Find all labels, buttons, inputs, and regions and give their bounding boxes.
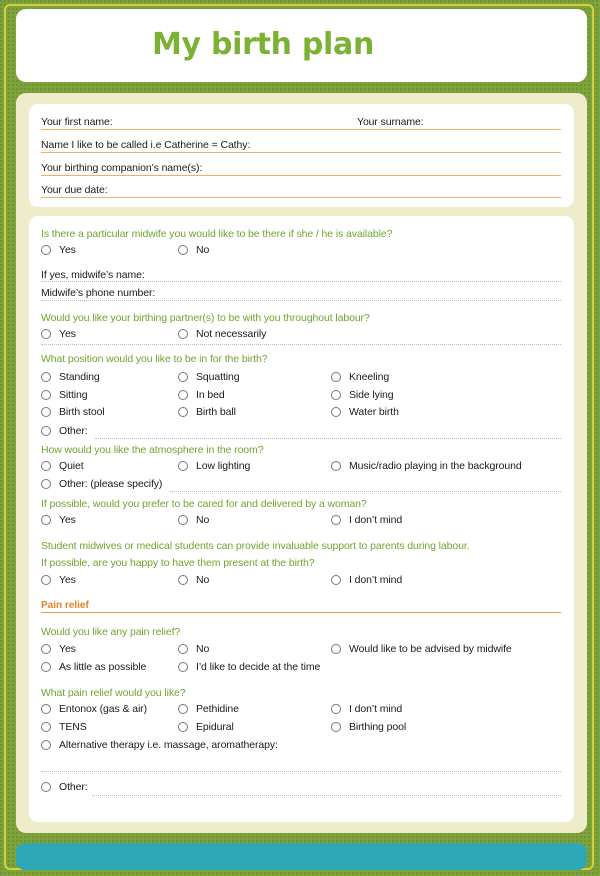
first-name-label: Your first name: (41, 116, 113, 128)
divider (41, 344, 561, 345)
radio-button[interactable] (41, 782, 51, 792)
pain-birthing-pool-option[interactable]: Birthing pool (331, 721, 406, 733)
atmosphere-low-lighting-option[interactable]: Low lighting (178, 460, 250, 472)
position-kneeling-option[interactable]: Kneeling (331, 371, 389, 383)
woman-no-option[interactable]: No (178, 514, 209, 526)
pain-question-2: What pain relief would you like? (41, 687, 186, 699)
radio-button[interactable] (331, 722, 341, 732)
atmosphere-other-field[interactable] (170, 491, 561, 492)
partner-yes-option[interactable]: Yes (41, 328, 76, 340)
radio-button[interactable] (41, 426, 51, 436)
pain-alternative-option[interactable]: Alternative therapy i.e. massage, aromatherapy: (41, 739, 278, 751)
woman-yes-option[interactable]: Yes (41, 514, 76, 526)
pain-no-option[interactable]: No (178, 643, 209, 655)
atmosphere-music-option[interactable]: Music/radio playing in the background (331, 460, 522, 472)
called-field[interactable] (41, 152, 561, 153)
position-question: What position would you like to be in for the birth? (41, 353, 268, 365)
radio-button[interactable] (331, 390, 341, 400)
position-side-lying-option[interactable]: Side lying (331, 389, 394, 401)
radio-button[interactable] (178, 704, 188, 714)
radio-button[interactable] (178, 515, 188, 525)
partner-question: Would you like your birthing partner(s) to be with you throughout labour? (41, 312, 370, 324)
pain-other-field[interactable] (92, 795, 561, 796)
radio-button[interactable] (41, 372, 51, 382)
radio-button[interactable] (178, 245, 188, 255)
radio-button[interactable] (178, 575, 188, 585)
radio-button[interactable] (331, 407, 341, 417)
radio-button[interactable] (41, 390, 51, 400)
radio-button[interactable] (178, 644, 188, 654)
radio-button[interactable] (331, 515, 341, 525)
pain-dont-mind-option[interactable]: I don’t mind (331, 703, 402, 715)
midwife-yes-option[interactable]: Yes (41, 244, 76, 256)
midwife-no-option[interactable]: No (178, 244, 209, 256)
due-date-label: Your due date: (41, 184, 108, 196)
midwife-phone-label: Midwife’s phone number: (41, 287, 156, 299)
woman-dont-mind-option[interactable]: I don’t mind (331, 514, 402, 526)
pain-other-option[interactable]: Other: (41, 781, 88, 793)
pain-decide-option[interactable]: I’d like to decide at the time (178, 661, 320, 673)
midwife-question: Is there a particular midwife you would like to be there if she / he is available? (41, 228, 393, 240)
position-standing-option[interactable]: Standing (41, 371, 100, 383)
position-other-field[interactable] (95, 438, 561, 439)
position-birth-ball-option[interactable]: Birth ball (178, 406, 236, 418)
radio-button[interactable] (41, 704, 51, 714)
radio-button[interactable] (331, 644, 341, 654)
page-title: My birth plan (152, 27, 375, 62)
radio-button[interactable] (331, 461, 341, 471)
pain-little-option[interactable]: As little as possible (41, 661, 146, 673)
radio-button[interactable] (178, 461, 188, 471)
atmosphere-quiet-option[interactable]: Quiet (41, 460, 84, 472)
pain-entonox-option[interactable]: Entonox (gas & air) (41, 703, 147, 715)
position-sitting-option[interactable]: Sitting (41, 389, 87, 401)
radio-button[interactable] (41, 515, 51, 525)
radio-button[interactable] (41, 461, 51, 471)
position-birth-stool-option[interactable]: Birth stool (41, 406, 105, 418)
surname-label: Your surname: (357, 116, 424, 128)
called-label: Name I like to be called i.e Catherine = Cathy: (41, 139, 251, 151)
radio-button[interactable] (41, 407, 51, 417)
radio-button[interactable] (331, 704, 341, 714)
alternative-therapy-field[interactable] (41, 771, 561, 772)
radio-button[interactable] (41, 662, 51, 672)
radio-button[interactable] (41, 245, 51, 255)
pain-relief-heading: Pain relief (41, 600, 89, 611)
atmosphere-question: How would you like the atmosphere in the room? (41, 444, 264, 456)
radio-button[interactable] (41, 575, 51, 585)
radio-button[interactable] (178, 722, 188, 732)
companion-label: Your birthing companion’s name(s): (41, 162, 203, 174)
partner-not-necessarily-option[interactable]: Not necessarily (178, 328, 266, 340)
radio-button[interactable] (178, 329, 188, 339)
midwife-name-label: If yes, midwife’s name: (41, 269, 145, 281)
footer-bar (16, 843, 587, 870)
radio-button[interactable] (41, 722, 51, 732)
position-other-option[interactable]: Other: (41, 425, 88, 437)
radio-button[interactable] (41, 740, 51, 750)
first-name-field[interactable] (41, 129, 561, 130)
preferences-card (29, 216, 574, 822)
pain-pethidine-option[interactable]: Pethidine (178, 703, 239, 715)
pain-question-1: Would you like any pain relief? (41, 626, 181, 638)
radio-button[interactable] (331, 372, 341, 382)
students-intro: Student midwives or medical students can provide invaluable support to parents during labour. (41, 540, 470, 552)
midwife-phone-field[interactable] (41, 300, 561, 301)
radio-button[interactable] (178, 390, 188, 400)
companion-field[interactable] (41, 175, 561, 176)
position-squatting-option[interactable]: Squatting (178, 371, 239, 383)
pain-tens-option[interactable]: TENS (41, 721, 87, 733)
radio-button[interactable] (178, 407, 188, 417)
students-question: If possible, are you happy to have them present at the birth? (41, 557, 315, 569)
due-date-field[interactable] (41, 197, 561, 198)
radio-button[interactable] (41, 644, 51, 654)
students-yes-option[interactable]: Yes (41, 574, 76, 586)
atmosphere-other-option[interactable]: Other: (please specify) (41, 478, 162, 490)
position-water-birth-option[interactable]: Water birth (331, 406, 399, 418)
pain-advised-option[interactable]: Would like to be advised by midwife (331, 643, 512, 655)
radio-button[interactable] (178, 662, 188, 672)
position-in-bed-option[interactable]: In bed (178, 389, 225, 401)
title-card (16, 9, 587, 82)
students-no-option[interactable]: No (178, 574, 209, 586)
radio-button[interactable] (41, 479, 51, 489)
woman-question: If possible, would you prefer to be cared for and delivered by a woman? (41, 498, 367, 510)
radio-button[interactable] (41, 329, 51, 339)
pain-epidural-option[interactable]: Epidural (178, 721, 234, 733)
section-divider (41, 612, 561, 613)
radio-button[interactable] (178, 372, 188, 382)
students-dont-mind-option[interactable]: I don’t mind (331, 574, 402, 586)
pain-yes-option[interactable]: Yes (41, 643, 76, 655)
midwife-name-field[interactable] (41, 281, 561, 282)
radio-button[interactable] (331, 575, 341, 585)
